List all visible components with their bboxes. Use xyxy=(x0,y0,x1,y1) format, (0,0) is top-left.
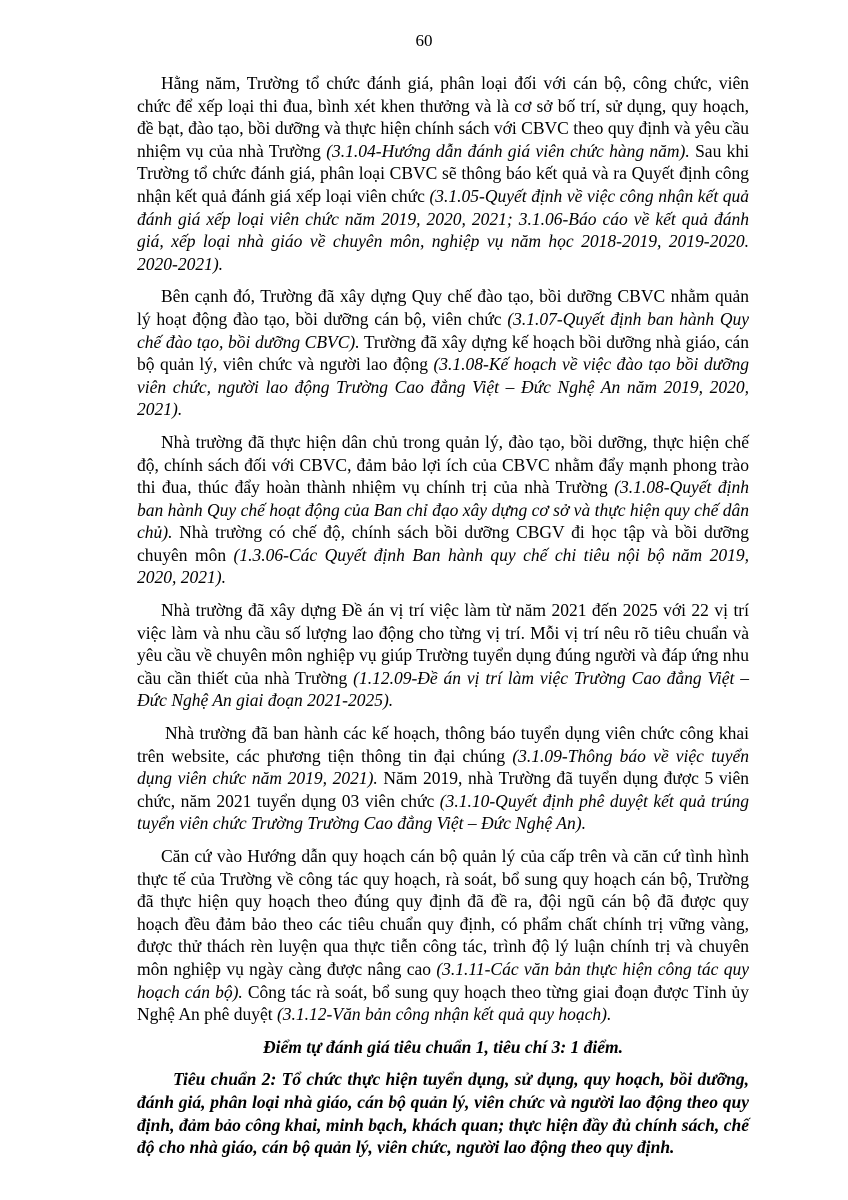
evidence-citation: (3.1.12-Văn bản công nhận kết quả quy hoạch). xyxy=(276,1004,612,1025)
paragraph-text: Trường đã xây dựng kế hoạch bồi dưỡng nhà giáo, cán bộ quản lý, viên chức và người lao động xyxy=(137,331,749,375)
evidence-citation: (3.1.08-Kế hoạch về việc đào tạo bồi dưỡng viên chức, người lao động Trường Cao đẳng Việt – Đức Nghệ An năm 2019, 2020, 2021). xyxy=(137,354,749,420)
paragraph-text: Bên cạnh đó, Trường đã xây dựng Quy chế đào tạo, bồi dưỡng CBVC nhằm quản lý hoạt động đào tạo, bồi dưỡng cán bộ, viên chức xyxy=(137,286,749,329)
evidence-citation: (3.1.10-Quyết định phê duyệt kết quả trúng tuyển viên chức Trường Trường Cao đẳng Việt – Đức Nghệ An). xyxy=(137,790,749,834)
paragraph-text: Nhà trường đã thực hiện dân chủ trong quản lý, đào tạo, bồi dưỡng, thực hiện chế độ, chính sách đối với CBVC, đảm bảo lợi ích của CBVC nhằm đẩy mạnh phong trào thi đua, thúc đẩy hoàn thành nhiệm vụ chính trị của nhà Trường xyxy=(137,431,749,498)
paragraph-text: Hằng năm, Trường tổ chức đánh giá, phân loại đối với cán bộ, công chức, viên chức để xếp loại thi đua, bình xét khen thưởng và là cơ sở bố trí, sử dụng, quy hoạch, đề bạt, đào tạo, bồi dưỡng và thực hiện chính sách với CBVC theo quy định và yêu cầu nhiệm vụ của nhà Trường xyxy=(137,73,749,161)
body-paragraph xyxy=(137,845,749,1026)
body-paragraph xyxy=(137,599,749,712)
criterion-heading: Tiêu chuẩn 2: Tổ chức thực hiện tuyển dụng, sử dụng, quy hoạch, bồi dưỡng, đánh giá, phân loại nhà giáo, cán bộ quản lý, viên chức và người lao động theo quy định, đảm bảo công khai, minh bạch, khách quan; thực hiện đầy đủ chính sách, chế độ cho nhà giáo, cán bộ quản lý, viên chức, người lao động theo quy định. xyxy=(137,1069,749,1158)
evidence-citation: (1.3.06-Các Quyết định Ban hành quy chế chi tiêu nội bộ năm 2019, 2020, 2021). xyxy=(137,544,749,588)
body-paragraph xyxy=(137,72,749,275)
evidence-citation: (3.1.07-Quyết định ban hành Quy chế đào tạo, bồi dưỡng CBVC). xyxy=(137,308,749,352)
paragraph-text: Căn cứ vào Hướng dẫn quy hoạch cán bộ quản lý của cấp trên và căn cứ tình hình thực tế của Trường về công tác quy hoạch, rà soát, bổ sung quy hoạch cán bộ, Trường đã thực hiện quy hoạch theo đúng quy định đã đề ra, đội ngũ cán bộ đã được quy hoạch đều đảm bảo theo các tiêu chuẩn quy định, có phẩm chất chính trị vững vàng, được thử thách rèn luyện qua thực tiễn công tác, trình độ lý luận chính trị và chuyên môn nghiệp vụ ngày càng được nâng cao xyxy=(137,846,749,979)
page-number: 60 xyxy=(415,31,433,50)
paragraph-text: Nhà trường có chế độ, chính sách bồi dưỡng CBGV đi học tập và bồi dưỡng chuyên môn xyxy=(137,522,749,565)
body-paragraph xyxy=(137,285,749,421)
paragraph-list xyxy=(137,72,749,1026)
paragraph-text: Nhà trường đã ban hành các kế hoạch, thông báo tuyển dụng viên chức công khai trên website, các phương tiện thông tin đại chúng xyxy=(137,723,749,766)
paragraph-text: Sau khi Trường tổ chức đánh giá, phân loại CBVC sẽ thông báo kết quả và ra Quyết định công nhận kết quả đánh giá xếp loại viên chức xyxy=(137,140,749,206)
self-assessment-score: Điểm tự đánh giá tiêu chuẩn 1, tiêu chí 3: 1 điểm. xyxy=(262,1036,624,1057)
evidence-citation: (3.1.09-Thông báo về việc tuyển dụng viên chức năm 2019, 2021). xyxy=(137,745,750,789)
evidence-citation: (3.1.11-Các văn bản thực hiện công tác quy hoạch cán bộ). xyxy=(137,958,749,1002)
body-paragraph xyxy=(137,431,749,589)
evidence-citation: (1.12.09-Đề án vị trí làm việc Trường Cao đẳng Việt – Đức Nghệ An giai đoạn 2021-2025). xyxy=(137,667,749,711)
evidence-citation: (3.1.08-Quyết định ban hành Quy chế hoạt động của Ban chỉ đạo xây dựng cơ sở và thực hiện quy chế dân chủ). xyxy=(137,477,749,543)
document-body xyxy=(137,72,749,1169)
body-paragraph xyxy=(137,722,749,835)
paragraph-text: Nhà trường đã xây dựng Đề án vị trí việc làm từ năm 2021 đến 2025 với 22 vị trí việc làm và nhu cầu số lượng lao động cho từng vị trí. Mỗi vị trí nêu rõ tiêu chuẩn và yêu cầu về chuyên môn nghiệp vụ giúp Trường tuyển dụng đúng người và đáp ứng nhu cầu cần thiết của nhà Trường xyxy=(137,600,749,688)
paragraph-text: Năm 2019, nhà Trường đã tuyển dụng được 5 viên chức, năm 2021 tuyển dụng 03 viên chức xyxy=(137,768,749,811)
evidence-citation: (3.1.04-Hướng dẫn đánh giá viên chức hàng năm). xyxy=(326,140,690,161)
paragraph-text: Công tác rà soát, bổ sung quy hoạch theo từng giai đoạn được Tỉnh ủy Nghệ An phê duyệt xyxy=(137,981,749,1025)
evidence-citation: (3.1.05-Quyết định về việc công nhận kết quả đánh giá xếp loại viên chức năm 2019, 2020, 2021; 3.1.06-Báo cáo về kết quả đánh giá, xếp loại nhà giáo về chuyên môn, nghiệp vụ năm học 2018-2019, 2019-2020. 2020-2021). xyxy=(137,185,749,274)
